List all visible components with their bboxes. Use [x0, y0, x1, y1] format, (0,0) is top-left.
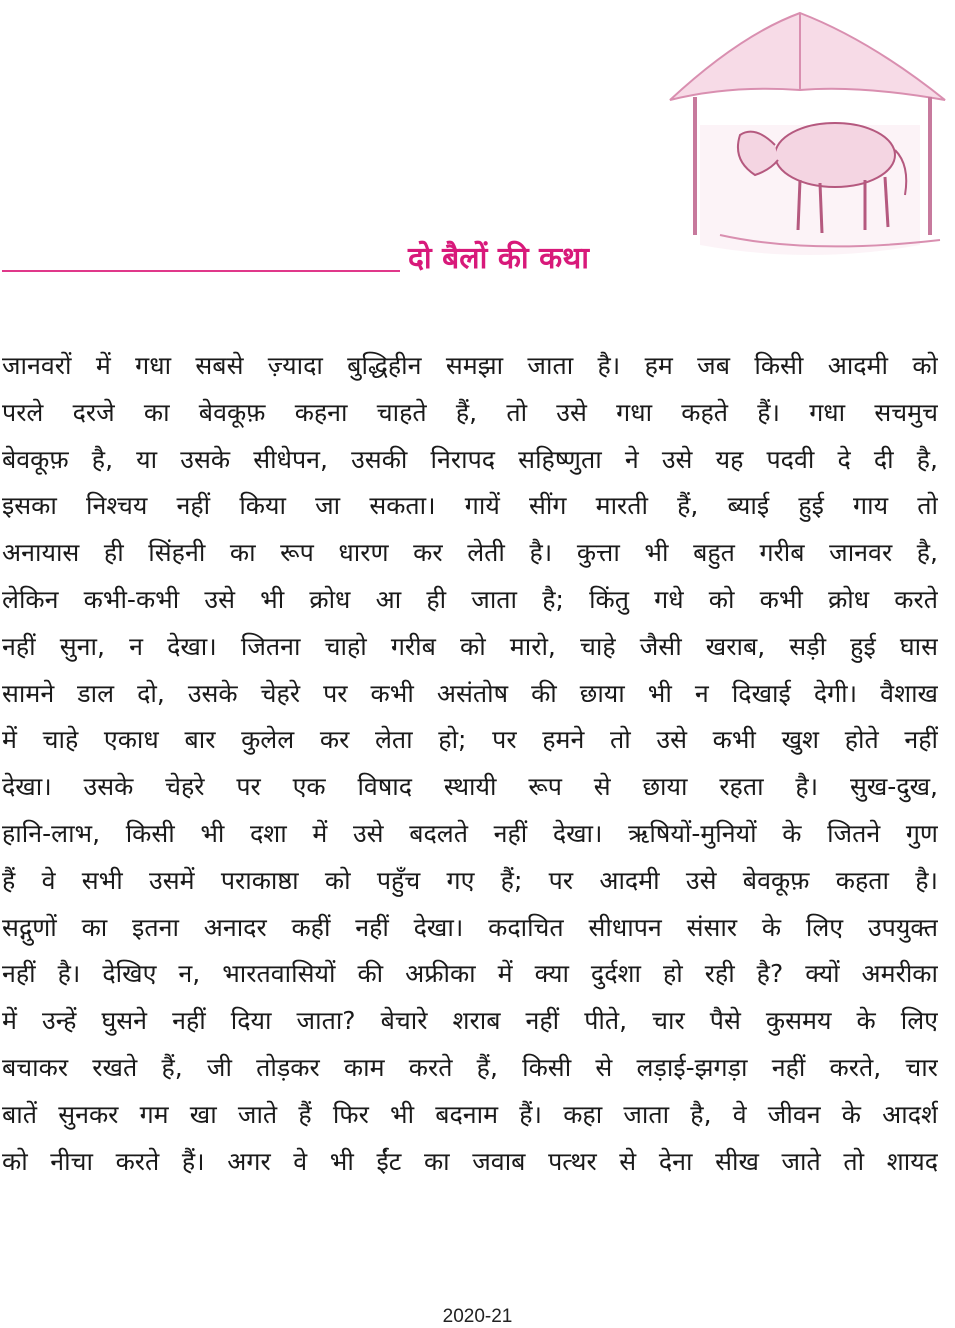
text-line: सद्गुणों का इतना अनादर कहीं नहीं देखा। कदाचित सीधापन संसार के लिए उपयुक्त: [2, 912, 938, 942]
text-line: बातें सुनकर गम खा जाते हैं फिर भी बदनाम हैं। कहा जाता है, वे जीवन के आदर्श: [2, 1099, 938, 1129]
hut-bull-illustration: [660, 5, 955, 275]
text-line: नहीं है। देखिए न, भारतवासियों की अफ्रीका में क्या दुर्दशा हो रही है? क्यों अमरीका: [2, 959, 938, 989]
page-footer-year: 2020-21: [442, 1306, 513, 1327]
body-text: [2, 343, 938, 1185]
text-line: देखा। उसके चेहरे पर एक विषाद स्थायी रूप से छाया रहता है। सुख-दुख,: [2, 772, 938, 802]
text-line: हैं वे सभी उसमें पराकाष्ठा को पहुँच गए हैं; पर आदमी उसे बेवकूफ़ कहता है।: [2, 865, 938, 895]
text-line: परले दरजे का बेवकूफ़ कहना चाहते हैं, तो उसे गधा कहते हैं। गधा सचमुच: [2, 397, 938, 427]
text-line: अनायास ही सिंहनी का रूप धारण कर लेती है। कुत्ता भी बहुत गरीब जानवर है,: [2, 538, 938, 568]
title-rule: [2, 270, 400, 272]
text-line: लेकिन कभी-कभी उसे भी क्रोध आ ही जाता है; किंतु गधे को कभी क्रोध करते: [2, 584, 938, 614]
text-line: को नीचा करते हैं। अगर वे भी ईंट का जवाब पत्थर से देना सीख जाते तो शायद: [2, 1146, 938, 1176]
text-line: बेवकूफ़ है, या उसके सीधेपन, उसकी निरापद सहिष्णुता ने उसे यह पदवी दे दी है,: [2, 444, 938, 474]
text-line: में उन्हें घुसने नहीं दिया जाता? बेचारे शराब नहीं पीते, चार पैसे कुसमय के लिए: [2, 1006, 938, 1036]
text-line: बचाकर रखते हैं, जी तोड़कर काम करते हैं, किसी से लड़ाई-झगड़ा नहीं करते, चार: [2, 1052, 938, 1082]
text-line: हानि-लाभ, किसी भी दशा में उसे बदलते नहीं देखा। ऋषियों-मुनियों के जितने गुण: [2, 818, 938, 848]
text-line: में चाहे एकाध बार कुलेल कर लेता हो; पर हमने तो उसे कभी खुश होते नहीं: [2, 725, 938, 755]
text-line: इसका निश्चय नहीं किया जा सकता। गायें सींग मारती हैं, ब्याई हुई गाय तो: [2, 491, 938, 521]
text-line: नहीं सुना, न देखा। जितना चाहो गरीब को मारो, चाहे जैसी खराब, सड़ी हुई घास: [2, 631, 938, 661]
text-line: जानवरों में गधा सबसे ज़्यादा बुद्धिहीन समझा जाता है। हम जब किसी आदमी को: [2, 351, 938, 380]
chapter-title: दो बैलों की कथा: [408, 241, 590, 276]
text-line: सामने डाल दो, उसके चेहरे पर कभी असंतोष की छाया भी न दिखाई देगी। वैशाख: [2, 678, 938, 708]
